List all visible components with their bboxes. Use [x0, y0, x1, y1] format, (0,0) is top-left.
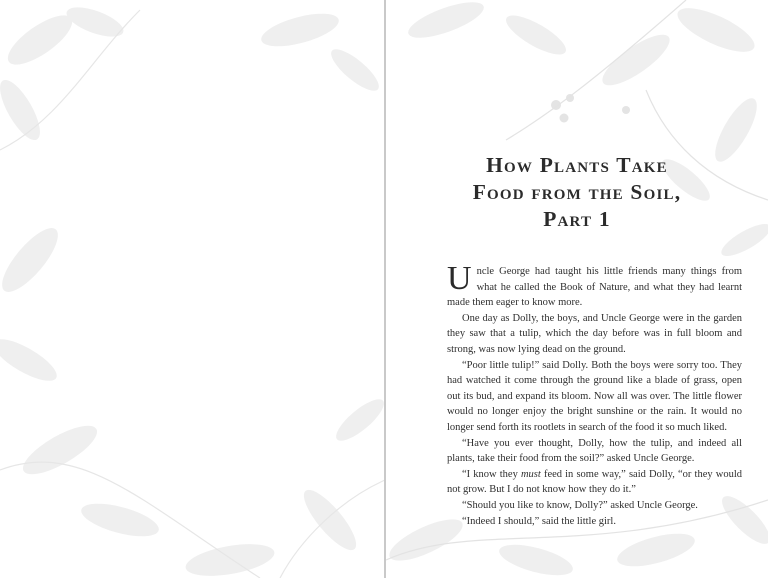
chapter-title-line-3: Part 1	[543, 207, 611, 232]
drop-cap: U	[447, 260, 472, 297]
paragraph: “Poor little tulip!” said Dolly. Both the boys were sorry too. They had watched it come through the ground like a blade of grass, open out its bud, and expand its bloom. Now all was over. The little flower would no longer enjoy the bright sunshine or the rain. It would no longer send forth its rootlets in search of the food it so much liked.	[447, 359, 742, 433]
right-page	[386, 0, 768, 578]
chapter-body	[447, 260, 742, 529]
paragraph	[447, 467, 742, 498]
paragraph: “Have you ever thought, Dolly, how the tulip, and indeed all plants, take their food from the soil?” asked Uncle George.	[447, 437, 742, 465]
chapter-title-line-1: How Plants Take	[486, 153, 668, 178]
chapter-title	[386, 152, 768, 233]
paragraph: “Should you like to know, Dolly?” asked Uncle George.	[462, 499, 698, 511]
emphasis: must	[520, 468, 541, 480]
paragraph: “Indeed I should,” said the little girl.	[462, 515, 616, 527]
chapter-title-line-2: Food from the Soil,	[472, 180, 682, 205]
paragraph	[447, 260, 742, 311]
paragraph-text: “I know they	[462, 468, 521, 480]
paragraph-text: ncle George had taught his little friends many things from what he called the Book of Nature, and what they had learnt made them eager to know more.	[447, 266, 742, 309]
paragraph: One day as Dolly, the boys, and Uncle George were in the garden they saw that a tulip, which the day before was in full bloom and strong, was now lying dead on the ground.	[447, 312, 742, 355]
paragraph-text: feed in some way,” said Dolly, “or they would not grow. But I do not know how they do it.”	[447, 468, 742, 496]
